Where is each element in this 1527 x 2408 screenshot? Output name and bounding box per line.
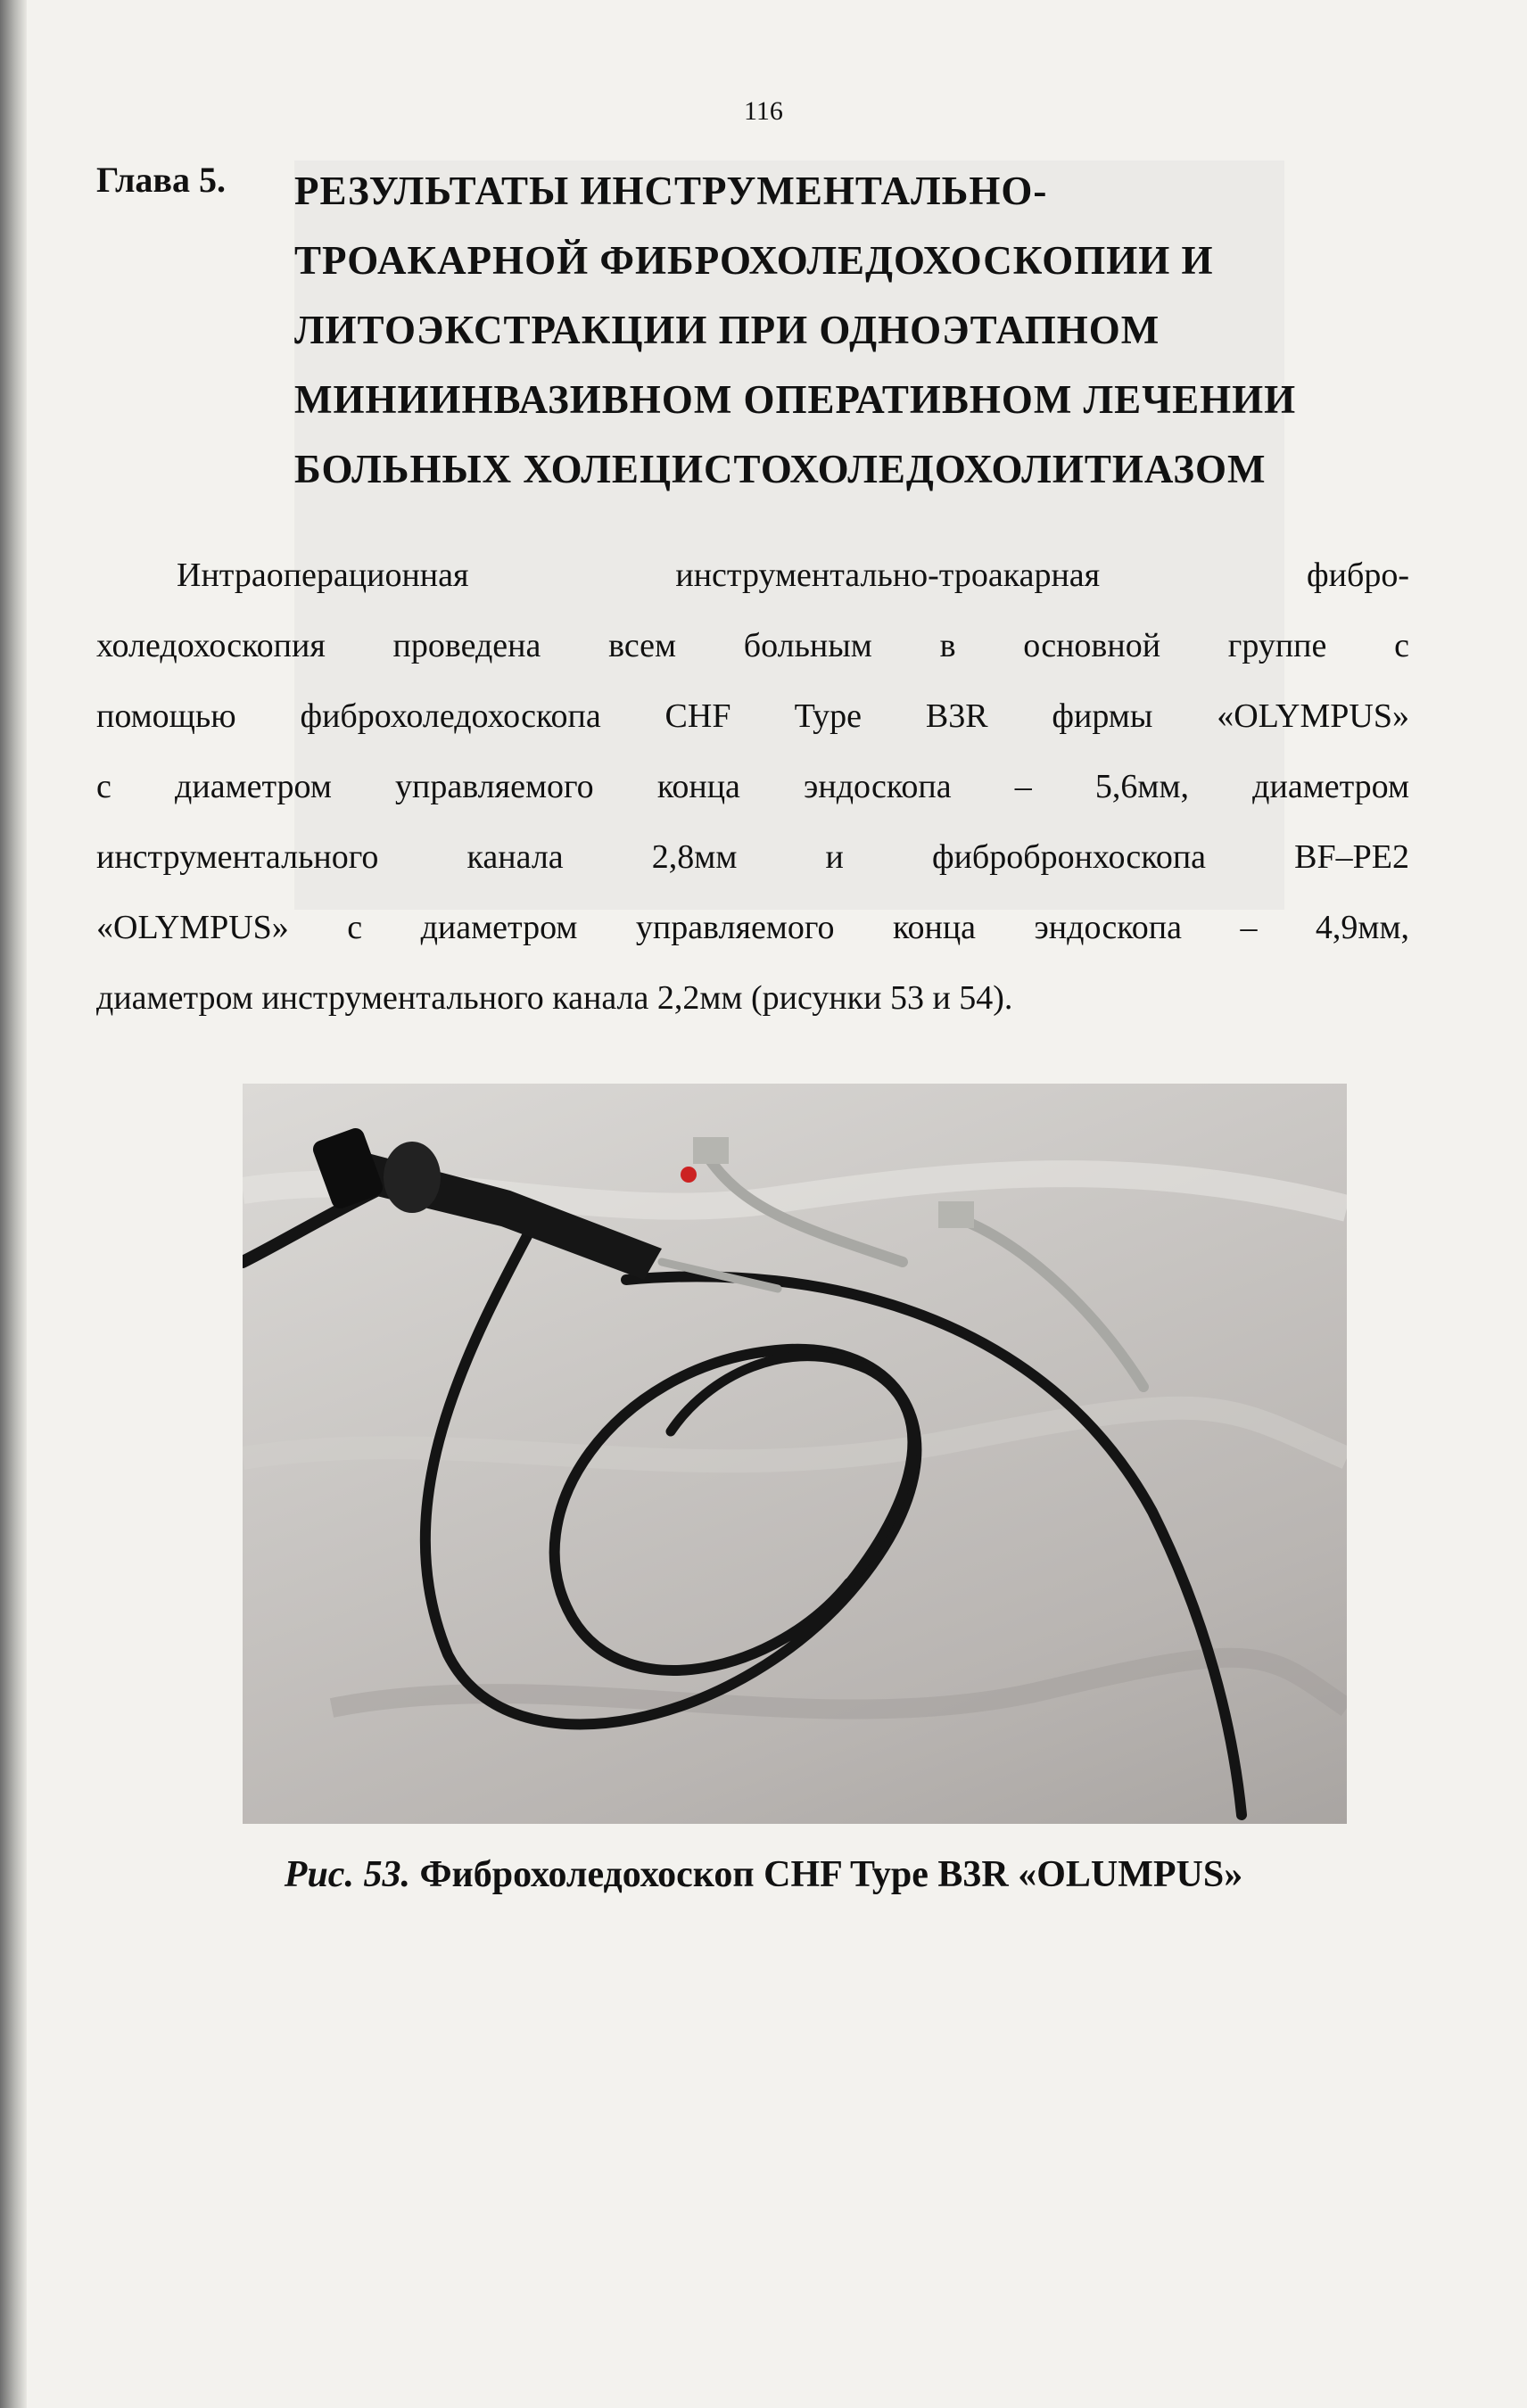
page-gutter-shadow xyxy=(0,0,27,2408)
page-number: 116 xyxy=(744,96,783,126)
paragraph-line: с диаметром управляемого конца эндоскопа – 5,6мм, диаметром xyxy=(96,768,1409,805)
cloth-fold xyxy=(243,1408,1347,1461)
chapter-label: Глава 5. xyxy=(96,160,226,200)
paragraph-line: Интраоперационная инструментально-троакарная фибро- xyxy=(177,557,1409,594)
chapter-title-line: РЕЗУЛЬТАТЫ ИНСТРУМЕНТАЛЬНО- xyxy=(294,169,1048,213)
trocar-red-cap xyxy=(681,1167,697,1183)
intro-paragraph xyxy=(96,540,1409,1034)
chapter-title-line: ЛИТОЭКСТРАКЦИИ ПРИ ОДНОЭТАПНОМ xyxy=(294,308,1160,352)
figure-caption-text: Фиброхоледохоскоп CHF Type B3R «OLUMPUS» xyxy=(419,1854,1243,1895)
paragraph-line: инструментального канала 2,8мм и фибробронхоскопа BF–PE2 xyxy=(96,838,1409,876)
trocar-valve xyxy=(938,1201,974,1228)
figure-caption xyxy=(0,1853,1527,1896)
paragraph-line: «OLYMPUS» с диаметром управляемого конца эндоскопа – 4,9мм, xyxy=(96,909,1409,946)
endoscope-photo xyxy=(243,1084,1347,1824)
trocar-instrument xyxy=(956,1217,1143,1387)
chapter-title-line: ТРОАКАРНОЙ ФИБРОХОЛЕДОХОСКОПИИ И xyxy=(294,238,1214,283)
trocar-valve xyxy=(693,1137,729,1164)
endoscope-illustration xyxy=(243,1084,1347,1824)
chapter-title-line: МИНИИНВАЗИВНОМ ОПЕРАТИВНОМ ЛЕЧЕНИИ xyxy=(294,377,1297,422)
chapter-title xyxy=(294,156,1454,504)
control-knob xyxy=(384,1142,441,1213)
paragraph-line: диаметром инструментального канала 2,2мм (рисунки 53 и 54). xyxy=(96,979,1013,1017)
paragraph-line: помощью фиброхоледохоскопа CHF Type B3R фирмы «OLYMPUS» xyxy=(96,697,1409,735)
paragraph-line: холедохоскопия проведена всем больным в основной группе с xyxy=(96,627,1409,664)
figure-number: Рис. 53. xyxy=(284,1854,410,1895)
chapter-title-line: БОЛЬНЫХ ХОЛЕЦИСТОХОЛЕДОХОЛИТИАЗОМ xyxy=(294,447,1267,491)
